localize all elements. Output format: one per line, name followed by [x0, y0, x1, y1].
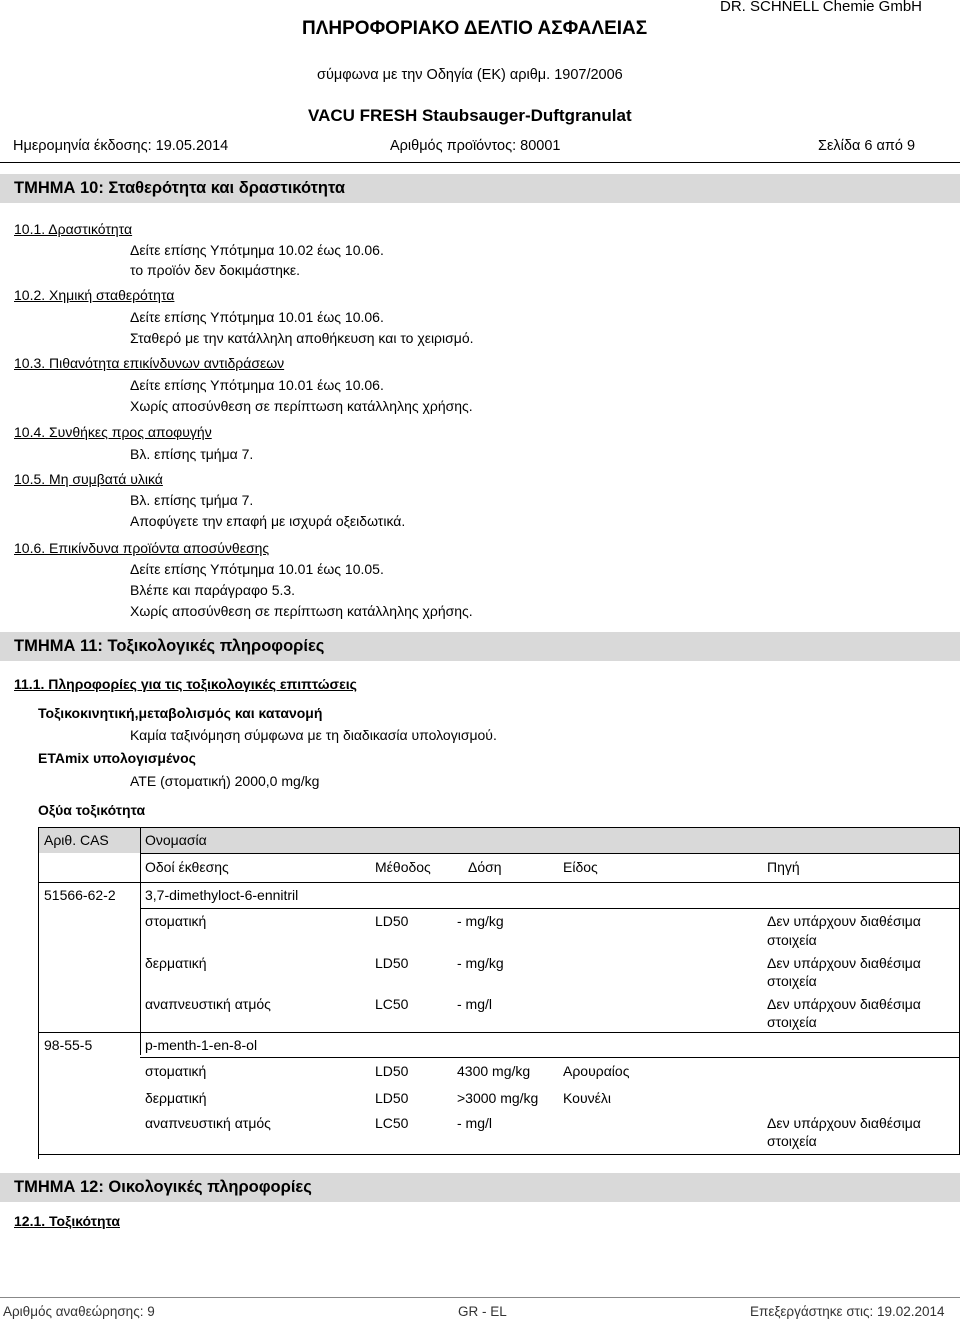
table-cell-route: στοματική: [145, 913, 207, 929]
column-header-method: Μέθοδος: [375, 859, 431, 875]
table-cell-species: Αρουραίος: [563, 1063, 630, 1079]
text-line: Δείτε επίσης Υπότμημα 10.01 έως 10.06.: [130, 377, 384, 393]
text-line: Βλ. επίσης τμήμα 7.: [130, 492, 254, 508]
text-line: Βλ. επίσης τμήμα 7.: [130, 446, 254, 462]
column-header-route: Οδοί έκθεσης: [145, 859, 229, 875]
table-cell-method: LD50: [375, 955, 409, 971]
table-cell-route: αναπνευστική ατμός: [145, 1115, 271, 1131]
table-substance-1-rule: [140, 908, 960, 909]
text-line: Σταθερό με την κατάλληλη αποθήκευση και το χειρισμό.: [130, 330, 474, 346]
subsection-10-4-heading: 10.4. Συνθήκες προς αποφυγήν: [14, 424, 212, 440]
table-cell-method: LD50: [375, 1090, 409, 1106]
table-cell-dose: - mg/kg: [457, 955, 504, 971]
subsection-10-1-heading: 10.1. Δραστικότητα: [14, 221, 133, 237]
table-cell-source: Δεν υπάρχουν διαθέσιμα: [767, 913, 921, 929]
table-cell-route: αναπνευστική ατμός: [145, 996, 271, 1012]
column-header-cas: Αριθ. CAS: [44, 832, 109, 848]
table-left-border: [38, 827, 39, 1159]
subsection-10-2-heading: 10.2. Χημική σταθερότητα: [14, 287, 175, 303]
column-header-dose: Δόση: [468, 859, 502, 875]
table-header-bottom-rule: [38, 882, 960, 883]
subsection-11-1-heading: 11.1. Πληροφορίες για τις τοξικολογικές επιπτώσεις: [14, 676, 357, 692]
section-11-header: [0, 632, 960, 661]
substance-name: p-menth-1-en-8-ol: [145, 1037, 258, 1053]
company-name: DR. SCHNELL Chemie GmbH: [720, 0, 922, 15]
subsection-12-1-heading: 12.1. Τοξικότητα: [14, 1213, 120, 1229]
text-line: Χωρίς αποσύνθεση σε περίπτωση κατάλληλης χρήσης.: [130, 398, 473, 414]
revision-number: Αριθμός αναθεώρησης: 9: [3, 1304, 155, 1319]
subsection-10-5-heading: 10.5. Μη συμβατά υλικά: [14, 471, 163, 487]
table-header-name-cell: [141, 827, 959, 853]
table-cell-dose: - mg/l: [457, 1115, 492, 1131]
substance-cas: 98-55-5: [44, 1037, 93, 1053]
column-header-name: Ονομασία: [145, 832, 207, 848]
acute-toxicity-heading: Οξύα τοξικότητα: [38, 802, 146, 818]
table-cell-source-cont: στοιχεία: [767, 1133, 817, 1149]
substance-cas: 51566-62-2: [44, 887, 116, 903]
table-cell-route: δερματική: [145, 1090, 207, 1106]
table-cell-dose: - mg/l: [457, 996, 492, 1012]
processed-date: Επεξεργάστηκε στις: 19.02.2014: [750, 1304, 945, 1319]
section-12-title: ΤΜΗΜΑ 12: Οικολογικές πληροφορίες: [14, 1178, 312, 1196]
language-code: GR - EL: [458, 1304, 507, 1319]
subsection-10-6-heading: 10.6. Επικίνδυνα προϊόντα αποσύνθεσης: [14, 540, 270, 556]
table-cell-dose: 4300 mg/kg: [457, 1063, 531, 1079]
table-cell-source-cont: στοιχεία: [767, 1014, 817, 1030]
table-cell-source: Δεν υπάρχουν διαθέσιμα: [767, 955, 921, 971]
text-line: Βλέπε και παράγραφο 5.3.: [130, 582, 296, 598]
table-cell-method: LC50: [375, 1115, 409, 1131]
subsection-10-3-heading: 10.3. Πιθανότητα επικίνδυνων αντιδράσεων: [14, 355, 285, 371]
table-cell-source-cont: στοιχεία: [767, 932, 817, 948]
table-cell-route: δερματική: [145, 955, 207, 971]
column-header-source: Πηγή: [767, 859, 800, 875]
directive-text: σύμφωνα με την Οδηγία (ΕΚ) αριθμ. 1907/2006: [317, 67, 623, 83]
table-cell-method: LC50: [375, 996, 409, 1012]
table-cell-source: Δεν υπάρχουν διαθέσιμα: [767, 996, 921, 1012]
column-header-species: Είδος: [563, 859, 598, 875]
etamix-text: ATE (στοματική) 2000,0 mg/kg: [130, 773, 320, 789]
issue-date: Ημερομηνία έκδοσης: 19.05.2014: [13, 138, 229, 154]
product-number: Αριθμός προϊόντος: 80001: [390, 138, 561, 154]
table-cell-route: στοματική: [145, 1063, 207, 1079]
toxicokinetics-text: Καμία ταξινόμηση σύμφωνα με τη διαδικασία υπολογισμού.: [130, 727, 497, 743]
text-line: Δείτε επίσης Υπότμημα 10.01 έως 10.06.: [130, 309, 384, 325]
text-line: Χωρίς αποσύνθεση σε περίπτωση κατάλληλης χρήσης.: [130, 603, 473, 619]
text-line: Δείτε επίσης Υπότμημα 10.01 έως 10.05.: [130, 561, 384, 577]
substance-name: 3,7-dimethyloct-6-ennitril: [145, 887, 299, 903]
table-cell-method: LD50: [375, 913, 409, 929]
table-header-rule: [140, 853, 960, 854]
text-line: Αποφύγετε την επαφή με ισχυρά οξειδωτικά.: [130, 513, 406, 529]
table-cell-source-cont: στοιχεία: [767, 973, 817, 989]
table-cell-species: Κουνέλι: [563, 1090, 611, 1106]
etamix-heading: ETAmix υπολογισμένος: [38, 750, 196, 766]
section-12-header: [0, 1173, 960, 1202]
table-top-border: [38, 827, 959, 828]
table-substance-2-rule: [140, 1057, 960, 1058]
section-11-title: ΤΜΗΜΑ 11: Τοξικολογικές πληροφορίες: [14, 637, 325, 655]
header-rule: [0, 162, 960, 163]
table-cell-dose: >3000 mg/kg: [457, 1090, 539, 1106]
product-name: VACU FRESH Staubsauger-Duftgranulat: [308, 106, 632, 125]
table-substance-2-top-rule: [38, 1032, 960, 1033]
document-title: ΠΛΗΡΟΦΟΡΙΑΚΟ ΔΕΛΤΙΟ ΑΣΦΑΛΕΙΑΣ: [302, 18, 648, 39]
table-cell-dose: - mg/kg: [457, 913, 504, 929]
table-cell-source: Δεν υπάρχουν διαθέσιμα: [767, 1115, 921, 1131]
text-line: το προϊόν δεν δοκιμάστηκε.: [130, 262, 301, 278]
footer-rule: [0, 1297, 960, 1298]
table-cell-method: LD50: [375, 1063, 409, 1079]
text-line: Δείτε επίσης Υπότμημα 10.02 έως 10.06.: [130, 242, 384, 258]
section-10-title: ΤΜΗΜΑ 10: Σταθερότητα και δραστικότητα: [14, 179, 346, 197]
page-number: Σελίδα 6 από 9: [818, 138, 916, 154]
section-10-header: [0, 174, 960, 203]
table-bottom-border: [38, 1154, 960, 1155]
toxicokinetics-heading: Τοξικοκινητική,μεταβολισμός και κατανομή: [38, 705, 323, 721]
table-cas-divider: [140, 827, 141, 1055]
